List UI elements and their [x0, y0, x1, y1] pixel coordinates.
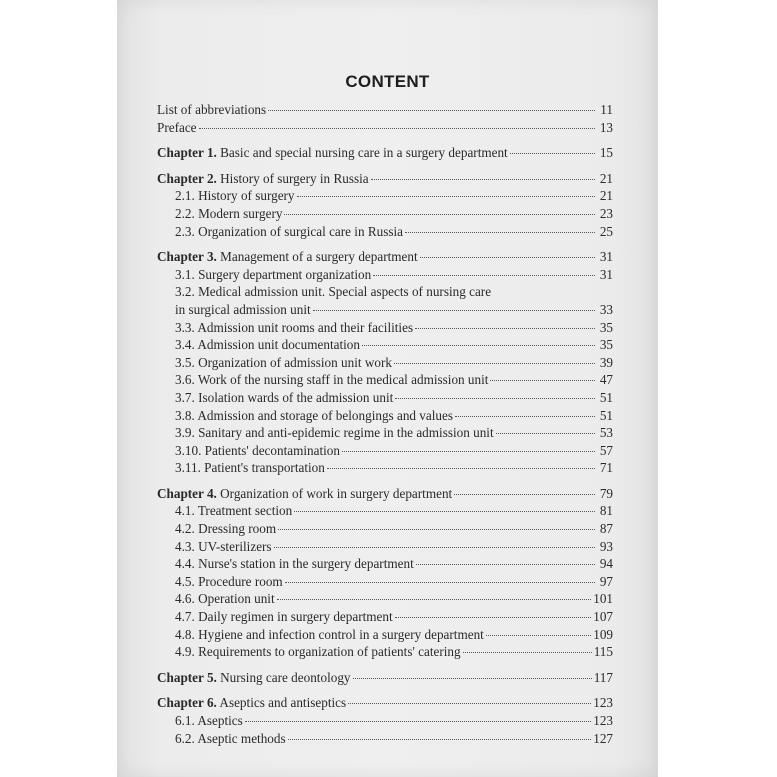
entry-text: 3.4. Admission unit documentation: [175, 337, 360, 353]
chapter-number: Chapter 4.: [157, 485, 217, 501]
toc-entry: [157, 223, 613, 241]
page-number: 35: [599, 337, 613, 353]
page-number: 21: [599, 188, 613, 204]
page-number: 94: [599, 556, 613, 572]
toc-entry-label: [157, 144, 508, 162]
toc-chapter-entry: [157, 144, 613, 162]
table-of-contents: [157, 101, 613, 747]
toc-chapter-entry: [157, 485, 613, 503]
toc-entry-label: [175, 283, 491, 301]
entry-text: 4.9. Requirements to organization of patients' catering: [175, 644, 461, 660]
toc-entry: [157, 590, 613, 608]
page-number: 23: [599, 205, 613, 221]
toc-entry-label: [175, 643, 461, 661]
dot-leader: [294, 511, 595, 512]
page-number: 123: [593, 713, 613, 728]
toc-entry: [157, 424, 613, 442]
toc-entry-label: [175, 590, 275, 608]
page-number: 51: [599, 389, 613, 405]
entry-text: History of surgery in Russia: [220, 170, 369, 186]
page-number: 35: [599, 319, 613, 335]
toc-entry-label: [175, 502, 292, 520]
dot-leader: [373, 275, 595, 276]
toc-entry-label: [175, 205, 282, 223]
dot-leader: [278, 529, 595, 530]
toc-entry-label: [157, 119, 197, 137]
chapter-number: Chapter 6.: [157, 695, 217, 711]
toc-entry-label: [157, 694, 346, 712]
toc-entry-label: [175, 319, 413, 337]
entry-text: 4.7. Daily regimen in surgery department: [175, 609, 393, 625]
toc-entry: [157, 643, 613, 661]
toc-entry-label: [175, 354, 392, 372]
toc-entry: [157, 502, 613, 520]
toc-entry-label: [175, 573, 283, 591]
toc-entry: [157, 520, 613, 538]
toc-entry-label: [175, 459, 325, 477]
entry-text: 2.1. History of surgery: [175, 188, 295, 204]
page-title: CONTENT: [345, 72, 430, 91]
dot-leader: [395, 617, 592, 618]
entry-text: Organization of work in surgery department: [220, 485, 453, 501]
entry-text: 6.2. Aseptic methods: [175, 730, 286, 746]
toc-entry: [157, 319, 613, 337]
page-number: 21: [599, 170, 613, 186]
dot-leader: [285, 582, 595, 583]
toc-entry-label: [175, 336, 360, 354]
entry-text: Management of a surgery department: [220, 249, 418, 265]
toc-entry-label: [175, 301, 311, 319]
page-number: 31: [599, 266, 613, 282]
dot-leader: [348, 703, 591, 704]
entry-text: 3.3. Admission unit rooms and their facilities: [175, 319, 414, 335]
page-number: 79: [599, 485, 613, 501]
entry-text: 4.4. Nurse's station in the surgery department: [175, 556, 414, 572]
entry-text: 6.1. Aseptics: [175, 713, 243, 728]
dot-leader: [455, 416, 595, 417]
page-number: 13: [599, 119, 613, 135]
dot-leader: [327, 468, 595, 469]
entry-text: 3.6. Work of the nursing staff in the medical admission unit: [175, 372, 489, 388]
page-number: 31: [599, 249, 613, 265]
entry-text: Basic and special nursing care in a surgery department: [220, 145, 508, 161]
toc-entry-label: [175, 371, 488, 389]
toc-entry: [157, 301, 613, 319]
page-number: 33: [599, 301, 613, 317]
toc-entry-label: [175, 266, 371, 284]
page-number: 127: [593, 730, 613, 746]
toc-entry: [157, 555, 613, 573]
dot-leader: [362, 345, 595, 346]
dot-leader: [420, 257, 595, 258]
entry-text: List of abbreviations: [157, 102, 267, 117]
page-number: 109: [593, 626, 613, 642]
toc-entry-label: [175, 608, 393, 626]
toc-entry-label: [175, 424, 494, 442]
toc-entry: [157, 371, 613, 389]
entry-text: 3.1. Surgery department organization: [175, 266, 372, 282]
toc-entry-label: [175, 730, 286, 748]
toc-entry-label: [175, 555, 414, 573]
toc-entry-label: [175, 520, 276, 538]
dot-leader: [284, 214, 595, 215]
dot-leader: [277, 599, 592, 600]
page-number: 15: [599, 145, 613, 161]
toc-entry: [157, 608, 613, 626]
toc-entry-label: [157, 170, 369, 188]
toc-entry: [157, 283, 613, 301]
toc-chapter-entry: [157, 248, 613, 266]
dot-leader: [405, 232, 595, 233]
entry-text: Preface: [157, 119, 197, 135]
toc-entry: [157, 573, 613, 591]
toc-entry: [157, 354, 613, 372]
toc-entry: [157, 626, 613, 644]
toc-entry: [157, 459, 613, 477]
entry-text: Aseptics and antiseptics: [219, 695, 347, 711]
dot-leader: [288, 739, 592, 740]
toc-entry-label: [175, 626, 484, 644]
page-number: 101: [593, 591, 613, 607]
dot-leader: [496, 433, 595, 434]
entry-text: 4.2. Dressing room: [175, 521, 277, 537]
entry-text: 2.2. Modern surgery: [175, 205, 283, 221]
dot-leader: [268, 110, 595, 111]
entry-text: 4.5. Procedure room: [175, 573, 283, 589]
entry-text: 4.1. Treatment section: [175, 503, 293, 519]
page-number: 57: [599, 442, 613, 458]
dot-leader: [371, 179, 595, 180]
entry-text: 3.11. Patient's transportation: [175, 460, 325, 476]
dot-leader: [353, 678, 592, 679]
dot-leader: [394, 363, 595, 364]
dot-leader: [463, 652, 592, 653]
toc-entry-label: [157, 485, 452, 503]
chapter-number: Chapter 2.: [157, 170, 217, 186]
entry-text: 3.7. Isolation wards of the admission unit: [175, 389, 394, 405]
entry-text: 3.2. Medical admission unit. Special aspects of nursing care: [175, 284, 492, 300]
entry-text: 4.6. Operation unit: [175, 591, 275, 607]
page-number: 53: [599, 425, 613, 441]
toc-entry-label: [175, 712, 243, 730]
dot-leader: [454, 494, 595, 495]
dot-leader: [199, 128, 595, 129]
page-number: 51: [599, 407, 613, 423]
dot-leader: [490, 380, 595, 381]
page-number: 115: [593, 644, 613, 660]
toc-entry-label: [175, 187, 295, 205]
entry-text: 4.3. UV-sterilizers: [175, 538, 272, 554]
entry-text: 3.9. Sanitary and anti-epidemic regime in the admission unit: [175, 425, 494, 441]
toc-entry-label: [175, 223, 403, 241]
page-number: 93: [599, 538, 613, 554]
toc-entry-label: [175, 407, 453, 425]
toc-entry-label: [157, 248, 418, 266]
page-number: 81: [599, 503, 613, 519]
dot-leader: [313, 310, 595, 311]
toc-entry-label: [175, 442, 340, 460]
toc-entry: [157, 730, 613, 748]
dot-leader: [297, 196, 595, 197]
entry-text: 2.3. Organization of surgical care in Russia: [175, 223, 404, 239]
toc-entry: [157, 442, 613, 460]
book-page: [117, 0, 658, 777]
entry-text: 4.8. Hygiene and infection control in a surgery department: [175, 626, 484, 642]
page-number: 107: [593, 609, 613, 625]
toc-chapter-entry: [157, 669, 613, 687]
toc-entry: [157, 389, 613, 407]
dot-leader: [416, 564, 595, 565]
chapter-number: Chapter 1.: [157, 145, 217, 161]
page-number: 25: [599, 223, 613, 239]
toc-entry: [157, 407, 613, 425]
dot-leader: [395, 398, 595, 399]
toc-entry-label: [175, 538, 272, 556]
toc-chapter-entry: [157, 170, 613, 188]
dot-leader: [486, 635, 591, 636]
page-number: 47: [599, 372, 613, 388]
toc-entry: [157, 101, 613, 119]
dot-leader: [342, 451, 595, 452]
entry-text: 3.5. Organization of admission unit work: [175, 354, 392, 370]
page-number: 123: [593, 695, 613, 711]
page-number: 97: [599, 573, 613, 589]
toc-entry: [157, 187, 613, 205]
dot-leader: [510, 153, 595, 154]
entry-text: Nursing care deontology: [220, 669, 351, 685]
toc-chapter-entry: [157, 694, 613, 712]
toc-entry: [157, 266, 613, 284]
dot-leader: [274, 547, 595, 548]
toc-entry-label: [175, 389, 393, 407]
page-number: 117: [593, 669, 613, 685]
page-number: 71: [599, 460, 613, 476]
toc-entry: [157, 336, 613, 354]
page-number: 11: [600, 102, 613, 117]
toc-entry: [157, 712, 613, 730]
dot-leader: [415, 328, 595, 329]
toc-entry: [157, 205, 613, 223]
page-number: 87: [599, 521, 613, 537]
toc-entry-label: [157, 101, 266, 119]
page-number: 39: [599, 354, 613, 370]
toc-entry: [157, 538, 613, 556]
toc-entry-label: [157, 669, 351, 687]
dot-leader: [245, 721, 591, 722]
entry-text: 3.8. Admission and storage of belongings and values: [175, 407, 453, 423]
toc-entry: [157, 119, 613, 137]
entry-text: in surgical admission unit: [175, 301, 311, 317]
chapter-number: Chapter 3.: [157, 249, 217, 265]
chapter-number: Chapter 5.: [157, 669, 217, 685]
entry-text: 3.10. Patients' decontamination: [175, 442, 340, 458]
